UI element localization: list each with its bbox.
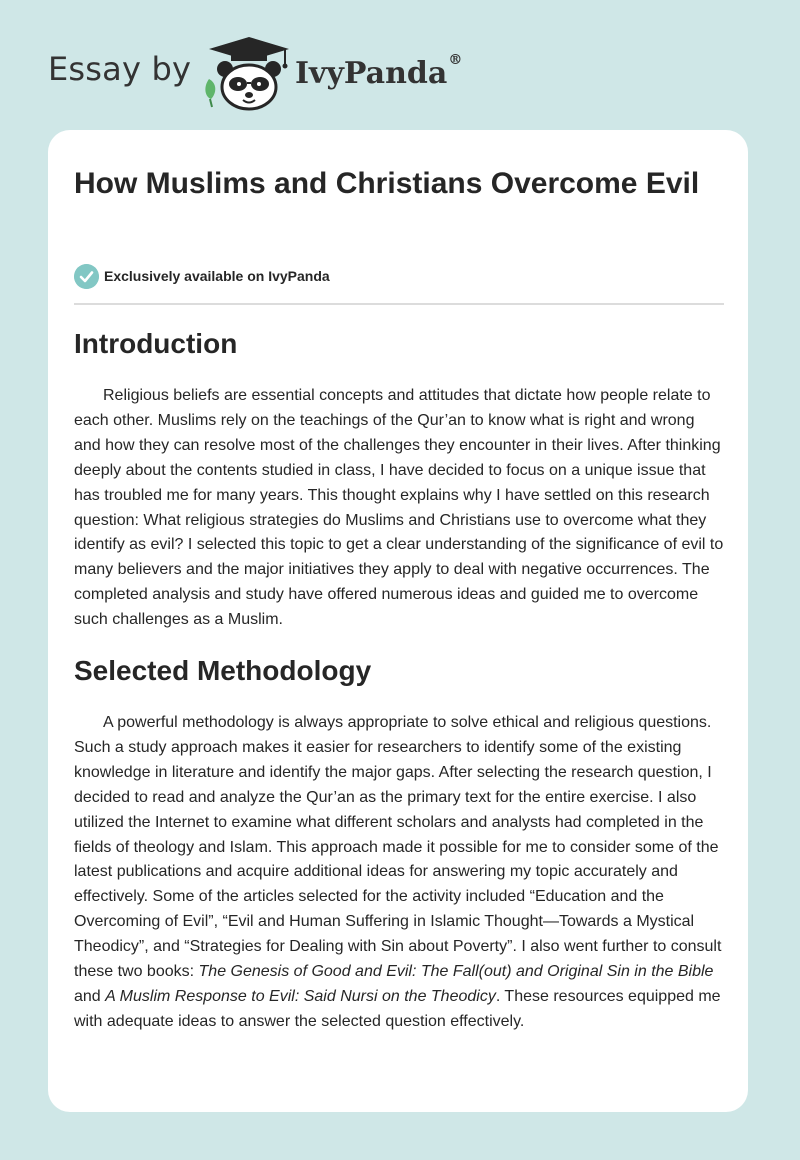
book-title-2: A Muslim Response to Evil: Said Nursi on the Theodicy <box>105 987 496 1005</box>
methodology-text-1: A powerful methodology is always appropriate to solve ethical and religious questions. Such a study approach makes it easier for researchers to identify some of the existing knowledge in literature and identify the major gaps. After selecting the research question, I decided to read and analyze the Qur’an as the primary text for the entire exercise. I also utilized the Internet to examine what different scholars and analysts had completed in the fields of theology and Islam. This approach made it possible for me to consider some of the latest publications and acquire additional ideas for answering my topic accurately and effectively. Some of the articles selected for the activity included “Education and the Overcoming of Evil”, “Evil and Human Suffering in Islamic Thought—Towards a Mystical Theodicy”, and “Strategies for Dealing with Sin about Poverty”. I also went further to consult these two books: <box>74 714 722 981</box>
site-header <box>48 30 748 110</box>
essay-by-label: Essay by <box>48 50 192 88</box>
methodology-paragraph <box>74 711 724 1035</box>
section-heading-introduction: Introduction <box>74 328 238 359</box>
registered-mark: ® <box>448 52 463 68</box>
methodology-and: and <box>74 987 106 1005</box>
brand-text: IvyPanda <box>295 56 448 91</box>
essay-card <box>48 130 748 1112</box>
methodology-text-2: . These resources equipped me with adequate ideas to answer the selected question effectively. <box>74 987 721 1030</box>
section-heading-methodology: Selected Methodology <box>74 655 372 686</box>
page-title: How Muslims and Christians Overcome Evil <box>74 167 700 200</box>
badge-label: Exclusively available on IvyPanda <box>104 268 330 284</box>
brand-name[interactable] <box>295 52 463 91</box>
exclusive-badge <box>74 263 330 289</box>
divider <box>74 303 724 305</box>
panda-logo-icon[interactable] <box>201 35 293 113</box>
book-title-1: The Genesis of Good and Evil: The Fall(out) and Original Sin in the Bible <box>198 963 714 981</box>
introduction-paragraph: Religious beliefs are essential concepts and attitudes that dictate how people relate to each other. Muslims rely on the teachings of the Qur’an to know what is right and wrong and how they can resolve most of the challenges they encounter in their lives. After thinking deeply about the contents studied in class, I have decided to focus on a unique issue that has troubled me for many years. This thought explains why I have settled on this research question: What religious strategies do Muslims and Christians use to overcome what they identify as evil? I selected this topic to get a clear understanding of the significance of evil to many believers and the major initiatives they apply to deal with negative occurrences. The completed analysis and study have offered numerous ideas and guided me to overcome such challenges as a Muslim. <box>74 387 724 629</box>
check-circle-icon <box>74 264 99 289</box>
